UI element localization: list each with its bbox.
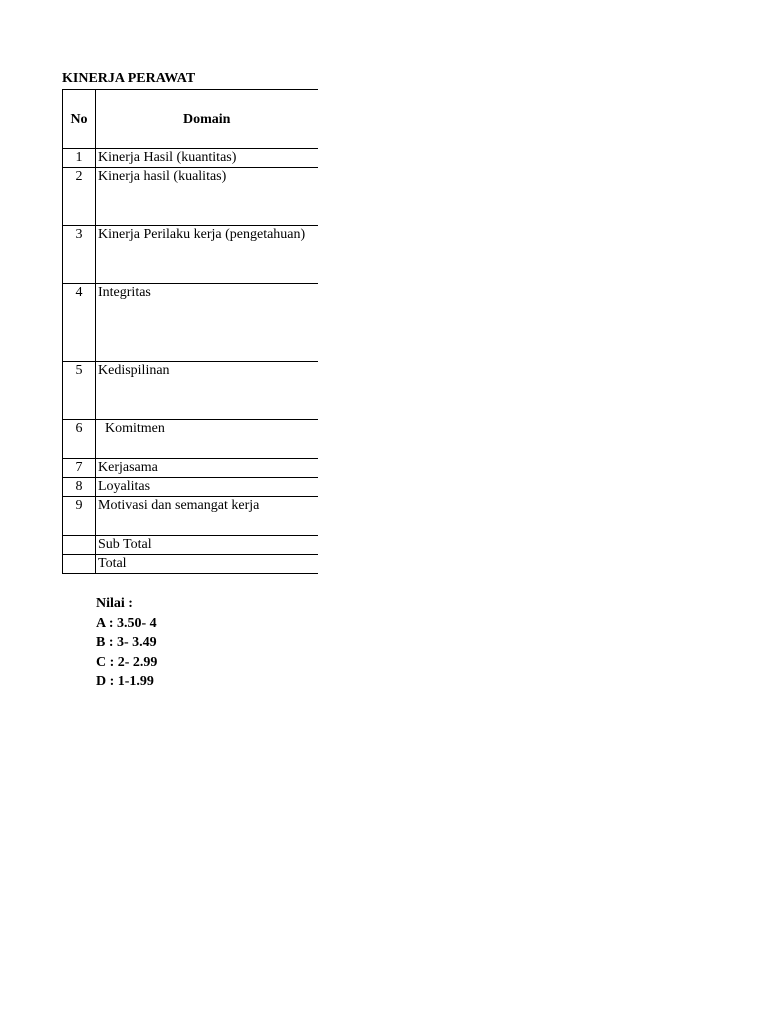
row-domain: Motivasi dan semangat kerja	[96, 497, 318, 536]
row-domain: Kinerja hasil (kualitas)	[96, 168, 318, 226]
table-row	[63, 362, 318, 420]
table-row	[63, 459, 318, 478]
table-row	[63, 226, 318, 284]
table-row	[63, 555, 318, 574]
legend-item: C : 2- 2.99	[96, 654, 158, 670]
row-domain: Total	[96, 555, 318, 574]
document-title: KINERJA PERAWAT	[62, 71, 196, 86]
legend-item: A : 3.50- 4	[96, 615, 157, 631]
table-row	[63, 497, 318, 536]
row-no: 7	[63, 459, 96, 478]
row-domain: Sub Total	[96, 536, 318, 555]
grade-legend	[96, 594, 157, 692]
row-domain: Loyalitas	[96, 478, 318, 497]
legend-item: B : 3- 3.49	[96, 635, 157, 651]
row-no	[63, 555, 96, 574]
row-no	[63, 536, 96, 555]
row-no: 3	[63, 226, 96, 284]
table-row	[63, 284, 318, 362]
legend-item: D : 1-1.99	[96, 674, 154, 690]
table-row	[63, 420, 318, 459]
row-domain: Kedispilinan	[96, 362, 318, 420]
row-no: 2	[63, 168, 96, 226]
legend-heading: Nilai :	[96, 596, 133, 611]
row-no: 9	[63, 497, 96, 536]
row-no: 1	[63, 149, 96, 168]
table-row	[63, 478, 318, 497]
domain-table	[62, 89, 318, 574]
row-domain: Kerjasama	[96, 459, 318, 478]
table-row	[63, 168, 318, 226]
table-row	[63, 536, 318, 555]
table-row	[63, 149, 318, 168]
header-no: No	[63, 90, 96, 149]
row-no: 6	[63, 420, 96, 459]
row-no: 4	[63, 284, 96, 362]
row-domain: Komitmen	[96, 420, 318, 459]
row-domain: Kinerja Perilaku kerja (pengetahuan)	[96, 226, 318, 284]
row-domain: Kinerja Hasil (kuantitas)	[96, 149, 318, 168]
row-no: 5	[63, 362, 96, 420]
header-domain: Domain	[96, 90, 318, 149]
row-domain: Integritas	[96, 284, 318, 362]
row-no: 8	[63, 478, 96, 497]
table-header-row	[63, 90, 318, 149]
